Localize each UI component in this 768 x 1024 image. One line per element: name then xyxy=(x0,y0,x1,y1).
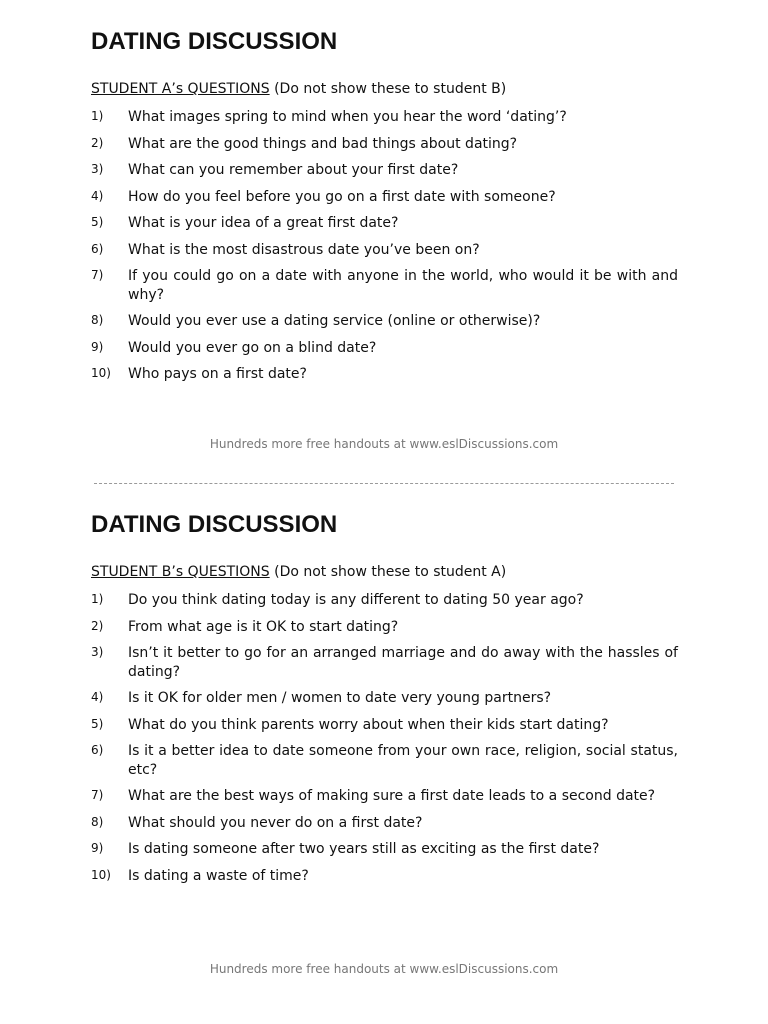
question-text: Would you ever go on a blind date? xyxy=(128,339,377,356)
footer-note-b: Hundreds more free handouts at www.eslDiscussions.com xyxy=(209,962,559,976)
question-number: 10) xyxy=(91,867,111,882)
question-list-b xyxy=(91,591,678,885)
question-number: 7) xyxy=(91,788,104,802)
question-number: 9) xyxy=(91,339,104,354)
question-number: 2) xyxy=(91,135,104,150)
question-number: 6) xyxy=(91,241,104,256)
page-title-b: DATING DISCUSSION xyxy=(91,511,338,538)
subtitle-label-a: STUDENT A’s QUESTIONS xyxy=(91,81,270,97)
question-item xyxy=(91,267,678,304)
question-item xyxy=(91,161,678,180)
question-text: What are the best ways of making sure a first date leads to a second date? xyxy=(128,788,656,804)
question-item xyxy=(91,365,678,384)
question-text: Is dating someone after two years still as exciting as the first date? xyxy=(128,841,600,857)
footer-note-a: Hundreds more free handouts at www.eslDiscussions.com xyxy=(209,437,559,451)
section-student-a xyxy=(91,28,678,392)
question-number: 6) xyxy=(91,743,104,757)
question-text: What do you think parents worry about when their kids start dating? xyxy=(128,716,609,733)
question-item xyxy=(91,241,678,260)
question-item xyxy=(91,339,678,358)
question-number: 5) xyxy=(91,215,104,229)
question-text: From what age is it OK to start dating? xyxy=(128,618,399,635)
question-text: How do you feel before you go on a first date with someone? xyxy=(128,188,556,205)
question-text: What images spring to mind when you hear the word ‘dating’? xyxy=(128,109,567,125)
question-item xyxy=(91,108,678,127)
subtitle-note-a: (Do not show these to student B) xyxy=(269,81,507,97)
question-text: Who pays on a first date? xyxy=(128,366,307,382)
subtitle-b xyxy=(91,563,678,581)
question-item xyxy=(91,814,678,833)
question-text: If you could go on a date with anyone in the world, who would it be with and why? xyxy=(128,268,678,303)
subtitle-note-b: (Do not show these to student A) xyxy=(269,564,507,580)
question-text: Is dating a waste of time? xyxy=(128,867,309,884)
question-number: 1) xyxy=(91,592,104,606)
subtitle-a xyxy=(91,80,678,98)
question-item xyxy=(91,867,678,886)
question-item xyxy=(91,644,678,681)
question-item xyxy=(91,742,678,779)
section-student-b xyxy=(91,511,678,893)
question-number: 5) xyxy=(91,716,104,731)
question-text: Isn’t it better to go for an arranged marriage and do away with the hassles of dating? xyxy=(128,645,678,680)
question-number: 7) xyxy=(91,268,104,282)
cut-line-divider xyxy=(94,483,674,484)
question-item xyxy=(91,618,678,637)
question-item xyxy=(91,787,678,806)
question-number: 9) xyxy=(91,841,104,855)
question-text: What can you remember about your first date? xyxy=(128,162,459,178)
question-text: Would you ever use a dating service (online or otherwise)? xyxy=(128,313,541,329)
question-item xyxy=(91,135,678,154)
question-text: What are the good things and bad things about dating? xyxy=(128,135,518,152)
question-text: Is it a better idea to date someone from your own race, religion, social status, etc? xyxy=(128,743,678,778)
question-text: What is the most disastrous date you’ve been on? xyxy=(128,241,480,258)
question-number: 8) xyxy=(91,814,104,829)
question-item xyxy=(91,188,678,207)
page-title-a: DATING DISCUSSION xyxy=(91,28,338,55)
question-item xyxy=(91,689,678,708)
question-item xyxy=(91,716,678,735)
question-number: 4) xyxy=(91,188,104,203)
subtitle-label-b: STUDENT B’s QUESTIONS xyxy=(91,564,270,580)
question-number: 3) xyxy=(91,645,104,659)
question-number: 3) xyxy=(91,162,104,176)
question-item xyxy=(91,312,678,331)
question-text: What is your idea of a great first date? xyxy=(128,215,399,231)
question-text: Is it OK for older men / women to date very young partners? xyxy=(128,690,552,706)
question-item xyxy=(91,840,678,859)
question-number: 4) xyxy=(91,690,104,704)
question-text: What should you never do on a first date? xyxy=(128,814,423,831)
question-number: 1) xyxy=(91,109,104,123)
question-number: 8) xyxy=(91,313,104,327)
question-text: Do you think dating today is any different to dating 50 year ago? xyxy=(128,592,584,608)
question-number: 10) xyxy=(91,366,111,380)
question-item xyxy=(91,591,678,610)
question-list-a xyxy=(91,108,678,384)
question-item xyxy=(91,214,678,233)
question-number: 2) xyxy=(91,618,104,633)
